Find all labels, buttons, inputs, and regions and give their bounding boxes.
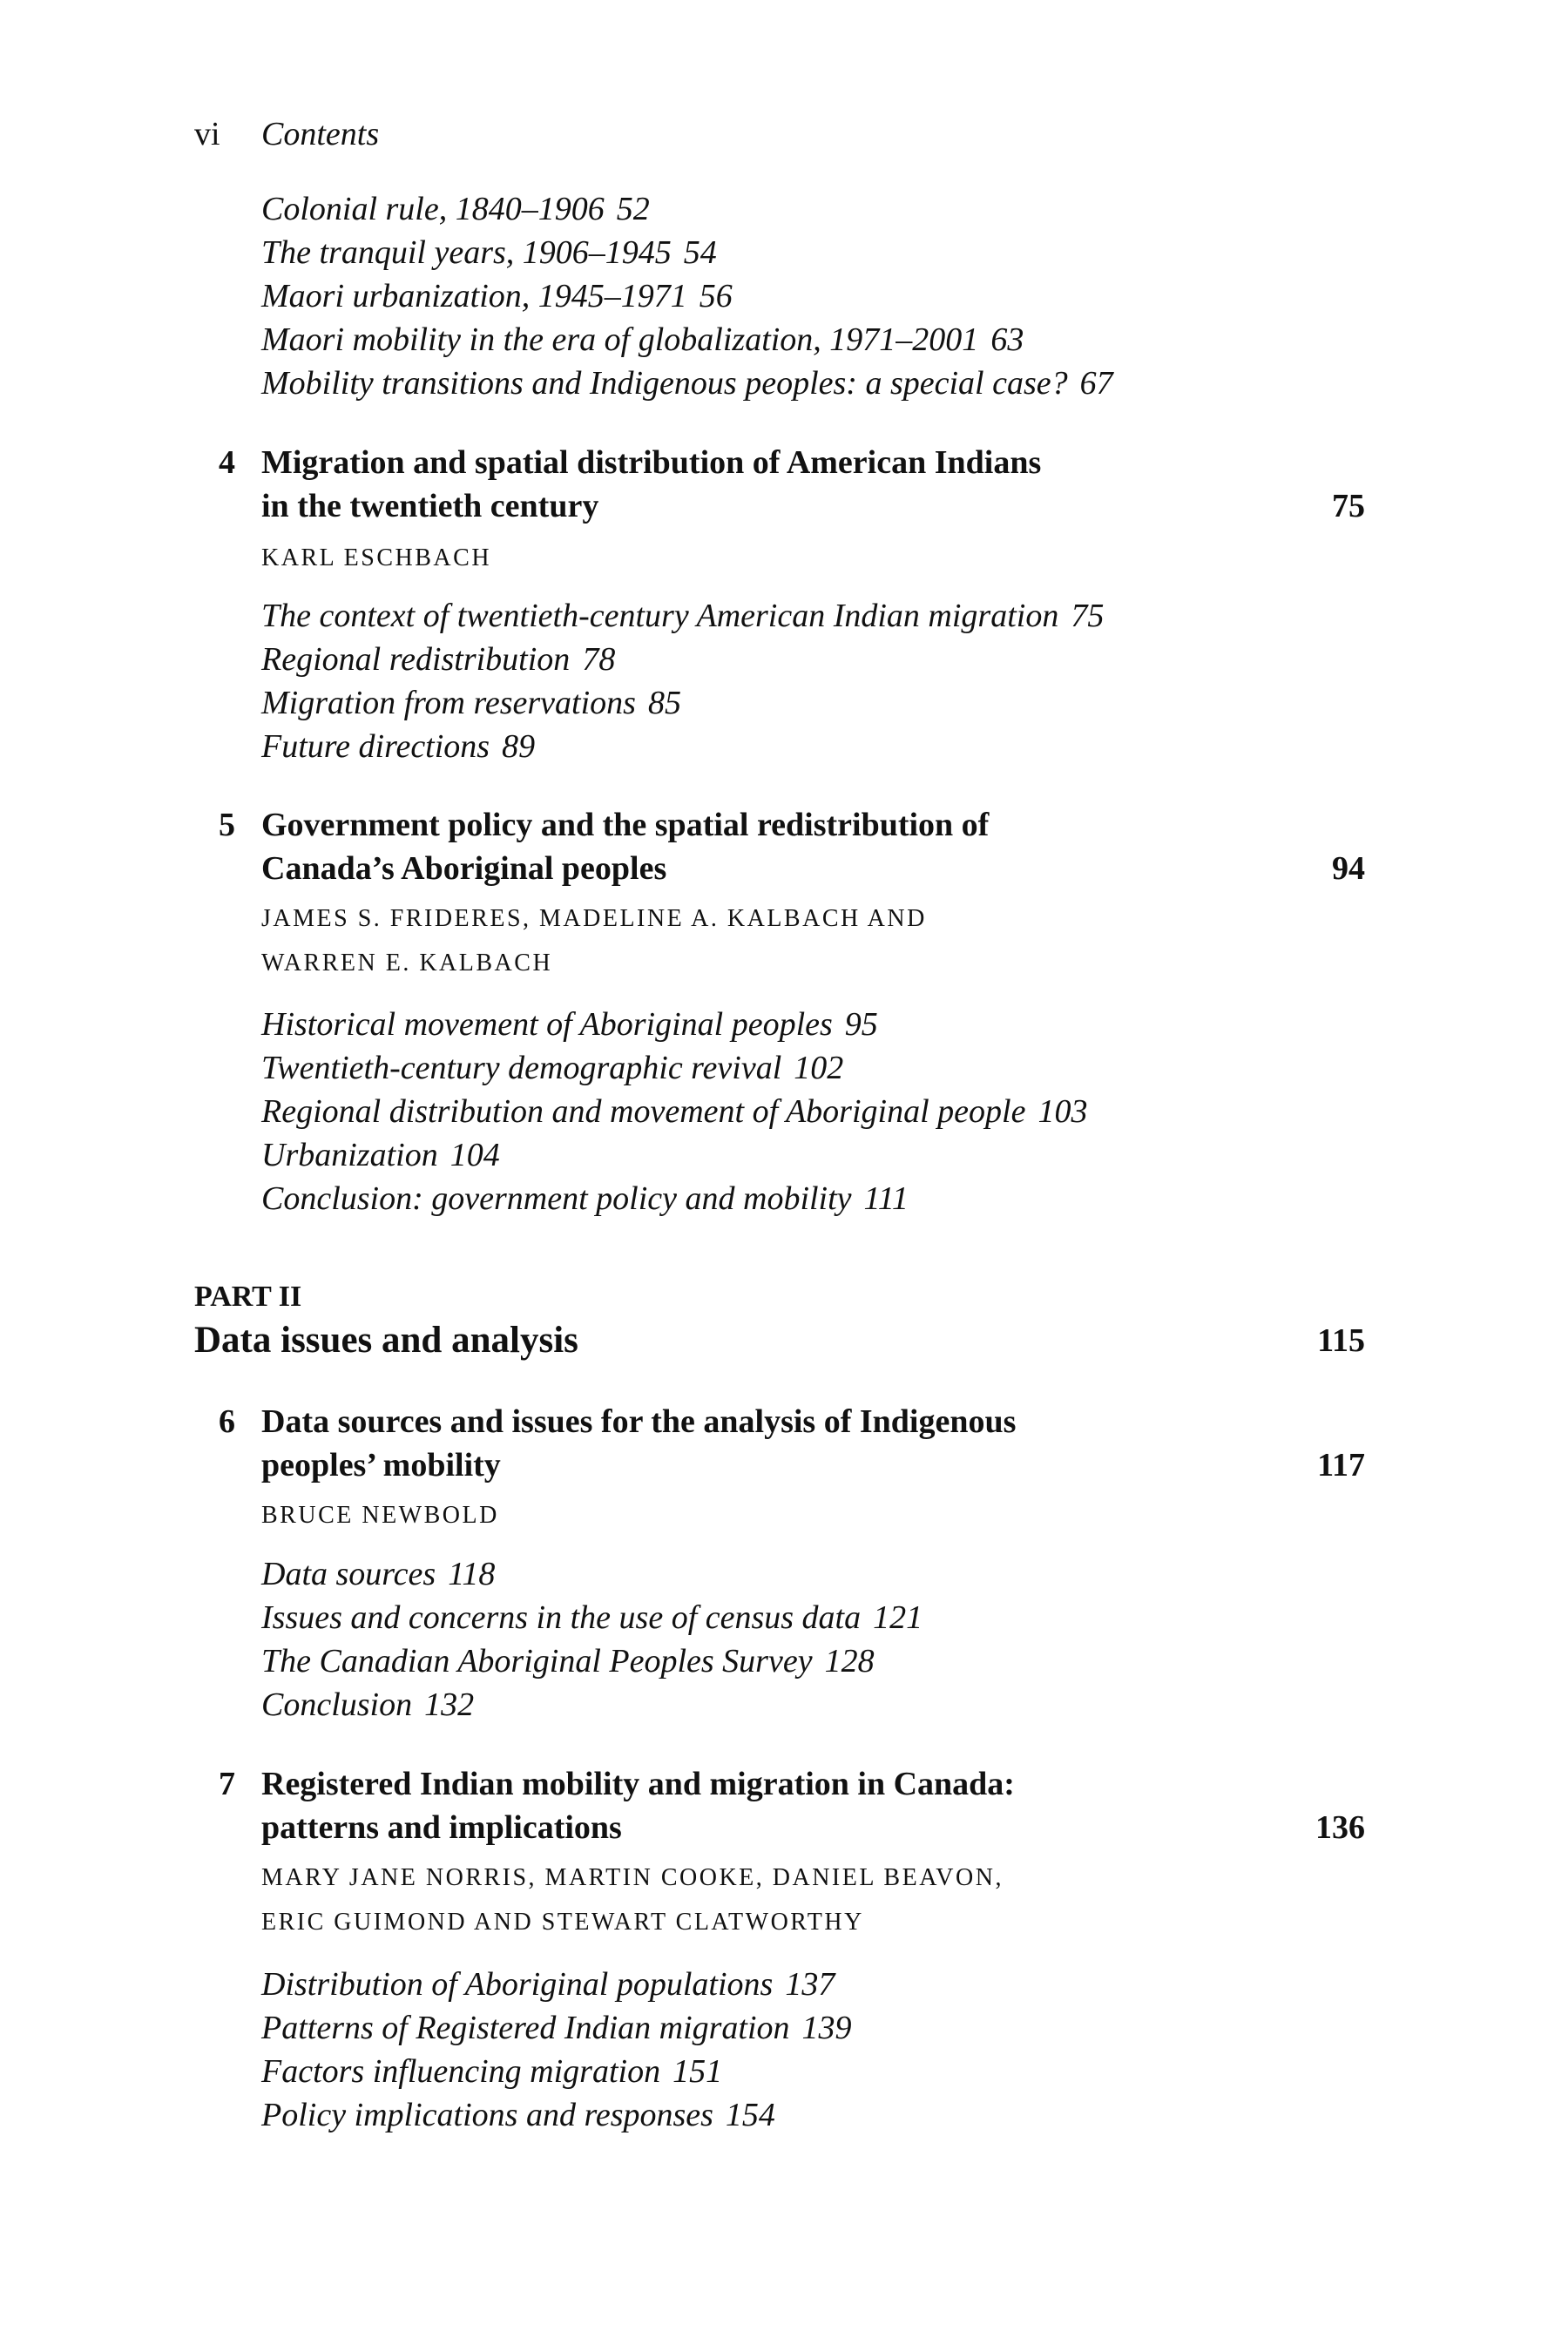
section-entry — [261, 2006, 1568, 2050]
section-entry — [261, 2093, 1568, 2137]
section-title: Policy implications and responses — [261, 2097, 713, 2133]
chapter-page-number: 136 — [1315, 1809, 1365, 1846]
section-page-number: 85 — [647, 685, 681, 721]
section-title: Regional distribution and movement of Aboriginal people — [261, 1093, 1026, 1130]
section-entry — [261, 1003, 1568, 1046]
section-entry — [261, 231, 1568, 274]
contents-page — [0, 112, 1568, 2137]
chapter-authors — [0, 896, 1568, 985]
chapter-number: 4 — [219, 444, 235, 481]
author-line: WARREN E. KALBACH — [261, 950, 553, 977]
chapter-authors — [0, 1493, 1568, 1538]
running-header — [0, 112, 1568, 156]
chapter-heading — [0, 441, 1568, 528]
chapter-title-line: patterns and implications — [261, 1809, 622, 1846]
section-page-number: 54 — [683, 234, 717, 271]
page-number: vi — [194, 116, 220, 152]
section-entry — [261, 1090, 1568, 1133]
part-heading — [194, 1275, 1568, 1362]
section-entry — [261, 362, 1568, 405]
chapter-title-line: Data sources and issues for the analysis of Indigenous — [261, 1403, 1017, 1440]
part-page-number: 115 — [1317, 1322, 1365, 1359]
chapter-title-line: Canada’s Aboriginal peoples — [261, 850, 667, 887]
section-list — [261, 1552, 1568, 1727]
section-title: Conclusion: government policy and mobility — [261, 1180, 852, 1217]
section-page-number: 78 — [582, 641, 616, 678]
chapter-page-number: 75 — [1332, 488, 1365, 524]
chapter-title-line: in the twentieth century — [261, 488, 599, 524]
section-title: Patterns of Registered Indian migration — [261, 2010, 790, 2046]
section-page-number: 121 — [873, 1599, 923, 1636]
section-title: Migration from reservations — [261, 685, 636, 721]
author-line: ERIC GUIMOND AND STEWART CLATWORTHY — [261, 1909, 864, 1936]
section-entry — [261, 681, 1568, 725]
section-title: Conclusion — [261, 1686, 413, 1723]
section-page-number: 118 — [448, 1556, 496, 1592]
section-page-number: 52 — [616, 191, 650, 227]
section-page-number: 56 — [699, 278, 733, 314]
section-page-number: 154 — [725, 2097, 775, 2133]
section-page-number: 67 — [1079, 365, 1113, 402]
section-entry — [261, 1683, 1568, 1727]
chapter-heading — [0, 1400, 1568, 1487]
section-title: Colonial rule, 1840–1906 — [261, 191, 605, 227]
section-entry — [261, 1963, 1568, 2006]
author-line: MARY JANE NORRIS, MARTIN COOKE, DANIEL BEAVON, — [261, 1864, 1004, 1891]
section-title: Future directions — [261, 728, 490, 765]
section-page-number: 132 — [424, 1686, 475, 1723]
author-line: JAMES S. FRIDERES, MADELINE A. KALBACH AND — [261, 905, 927, 932]
part-label: PART II — [194, 1281, 302, 1313]
section-page-number: 95 — [844, 1006, 878, 1043]
section-title: The tranquil years, 1906–1945 — [261, 234, 672, 271]
section-page-number: 103 — [1037, 1093, 1088, 1130]
chapter-heading — [0, 1762, 1568, 1849]
section-entry — [261, 1552, 1568, 1596]
section-title: The Canadian Aboriginal Peoples Survey — [261, 1643, 813, 1680]
part-title: Data issues and analysis — [194, 1320, 578, 1361]
section-entry — [261, 725, 1568, 768]
section-page-number: 151 — [672, 2053, 723, 2090]
section-list — [261, 187, 1568, 405]
section-title: Distribution of Aboriginal populations — [261, 1966, 774, 2003]
section-entry — [261, 274, 1568, 318]
section-entry — [261, 1133, 1568, 1177]
section-entry — [261, 187, 1568, 231]
section-page-number: 137 — [785, 1966, 835, 2003]
section-title: Historical movement of Aboriginal peoples — [261, 1006, 833, 1043]
section-title: Issues and concerns in the use of census data — [261, 1599, 862, 1636]
section-entry — [261, 2050, 1568, 2093]
section-title: Regional redistribution — [261, 641, 571, 678]
chapter-page-number: 117 — [1317, 1447, 1365, 1484]
section-title: Maori mobility in the era of globalization, 1971–2001 — [261, 321, 979, 358]
section-list — [261, 594, 1568, 768]
section-page-number: 128 — [824, 1643, 875, 1680]
section-page-number: 89 — [502, 728, 536, 765]
chapter-number: 5 — [219, 807, 235, 843]
section-entry — [261, 594, 1568, 638]
chapter-title-line: Registered Indian mobility and migration in Canada: — [261, 1766, 1015, 1802]
chapter-number: 7 — [219, 1766, 235, 1802]
section-entry — [261, 1046, 1568, 1090]
chapter-number: 6 — [219, 1403, 235, 1440]
author-line: BRUCE NEWBOLD — [261, 1502, 499, 1529]
section-entry — [261, 318, 1568, 362]
author-line: KARL ESCHBACH — [261, 544, 492, 571]
running-title: Contents — [261, 116, 380, 152]
section-title: Mobility transitions and Indigenous peoples: a special case? — [261, 365, 1068, 402]
chapter-authors — [0, 1855, 1568, 1944]
chapter-authors — [0, 536, 1568, 580]
section-page-number: 111 — [863, 1180, 909, 1217]
chapter-title-line: Government policy and the spatial redistribution of — [261, 807, 990, 843]
section-title: Urbanization — [261, 1137, 438, 1173]
section-title: The context of twentieth-century American Indian migration — [261, 598, 1059, 634]
section-page-number: 75 — [1071, 598, 1105, 634]
section-list — [261, 1963, 1568, 2137]
chapter-heading — [0, 803, 1568, 890]
section-title: Twentieth-century demographic revival — [261, 1050, 782, 1086]
section-entry — [261, 1596, 1568, 1639]
chapter-title-line: peoples’ mobility — [261, 1447, 501, 1484]
chapter-page-number: 94 — [1332, 850, 1365, 887]
section-entry — [261, 638, 1568, 681]
section-page-number: 63 — [990, 321, 1024, 358]
section-entry — [261, 1177, 1568, 1220]
section-page-number: 102 — [794, 1050, 844, 1086]
section-entry — [261, 1639, 1568, 1683]
section-page-number: 139 — [801, 2010, 852, 2046]
section-title: Factors influencing migration — [261, 2053, 661, 2090]
section-title: Data sources — [261, 1556, 436, 1592]
section-title: Maori urbanization, 1945–1971 — [261, 278, 687, 314]
section-page-number: 104 — [449, 1137, 500, 1173]
section-list — [261, 1003, 1568, 1220]
chapter-title-line: Migration and spatial distribution of American Indians — [261, 444, 1042, 481]
table-of-contents — [0, 187, 1568, 2137]
